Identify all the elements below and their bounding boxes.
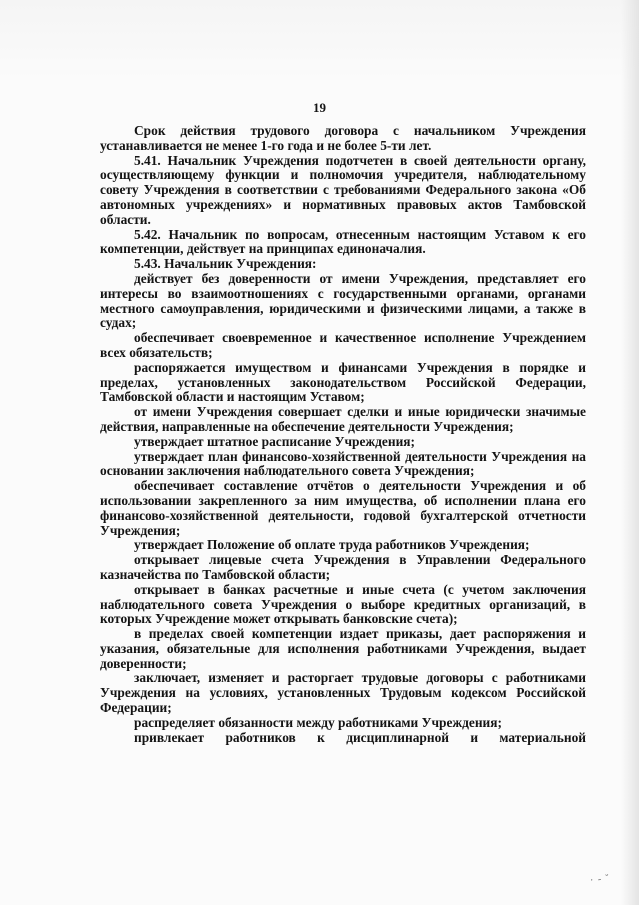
scan-shadow-top <box>0 0 639 80</box>
paragraph: открывает в банках расчетные и иные счета (с учетом заключения наблюдательного совета Учреждения о выборе кредитных организаций, в которых Учреждение может открывать банковские счета); <box>100 581 586 627</box>
paragraph: распределяет обязанности между работниками Учреждения; <box>134 714 502 730</box>
paragraph: от имени Учреждения совершает сделки и иные юридически значимые действия, направленные на обеспечение деятельности Учреждения; <box>100 404 586 434</box>
paragraph: действует без доверенности от имени Учреждения, представляет его интересы во взаимоотношениях с государственными органами, органами местного самоуправления, юридическими и физическими лицами, а также в судах; <box>100 270 586 331</box>
paragraph: Срок действия трудового договора с начальником Учреждения устанавливается не менее 1-го года и не более 5-ти лет. <box>100 123 586 153</box>
paragraph: открывает лицевые счета Учреждения в Управлении Федерального казначейства по Тамбовской области; <box>100 552 586 582</box>
paragraph: утверждает штатное расписание Учреждения; <box>134 433 415 449</box>
paragraph: в пределах своей компетенции издает приказы, дает распоряжения и указания, обязательные для исполнения работниками Учреждения, выдает доверенности; <box>100 626 586 671</box>
paragraph: заключает, изменяет и расторгает трудовые договоры с работниками Учреждения на условиях, установленных Трудовым кодексом Российской Федерации; <box>100 670 586 716</box>
paragraph: обеспечивает своевременное и качественное исполнение Учреждением всех обязательств; <box>100 330 586 360</box>
paragraph: 5.42. Начальник по вопросам, отнесенным настоящим Уставом к его компетенции, действует на принципах единоначалия. <box>100 226 586 257</box>
paragraph: обеспечивает составление отчётов о деятельности Учреждения и об использовании закрепленного за ним имущества, об исполнении плана его финансово-хозяйственной деятельности, годовой бухгалтерской отчетности Учреждения; <box>100 478 586 538</box>
paragraph: 5.43. Начальник Учреждения: <box>134 256 317 272</box>
page-number: 19 <box>313 100 326 115</box>
paragraph: утверждает план финансово-хозяйственной деятельности Учреждения на основании заключения наблюдательного совета Учреждения; <box>100 448 586 479</box>
paragraph: привлекает работников к дисциплинарной и материальной <box>134 729 586 745</box>
document-body <box>100 124 586 745</box>
paragraph: распоряжается имуществом и финансами Учреждения в порядке и пределах, установленных законодательством Российской Федерации, Тамбовской области и настоящим Уставом; <box>100 359 586 405</box>
scan-corner-mark: · - ˘ <box>589 872 611 887</box>
paragraph: утверждает Положение об оплате труда работников Учреждения; <box>134 537 530 553</box>
scan-shadow-right <box>621 0 639 905</box>
paragraph: 5.41. Начальник Учреждения подотчетен в своей деятельности органу, осуществляющему функции и полномочия учредителя, наблюдательному совету Учреждения в соответствии с требованиями Федерального закона «Об автономных учреждениях» и нормативных правовых актов Тамбовской области. <box>100 152 586 227</box>
